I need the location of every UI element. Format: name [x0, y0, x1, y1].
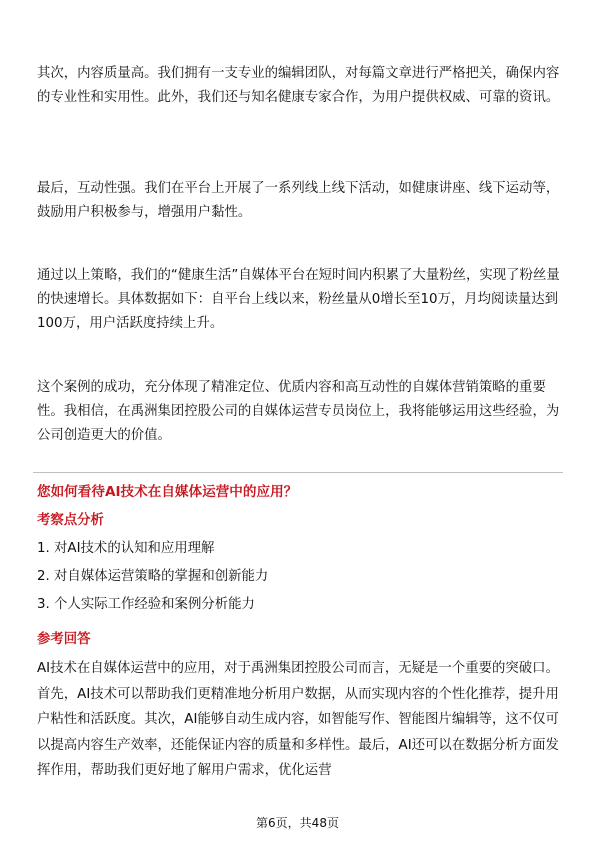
list-item: 3. 个人实际工作经验和案例分析能力: [37, 597, 255, 612]
paragraph-interactivity: 最后，互动性强。我们在平台上开展了一系列线上线下活动，如健康讲座、线下运动等，鼓励用户积极参与，增强用户黏性。: [37, 181, 560, 220]
analysis-list: [37, 537, 268, 621]
list-item: 2. 对自媒体运营策略的掌握和创新能力: [37, 569, 269, 584]
list-item: 1. 对AI技术的认知和应用理解: [37, 541, 215, 556]
page-number: 第6页，共48页: [256, 816, 339, 830]
interview-question: 您如何看待AI技术在自媒体运营中的应用？: [37, 484, 298, 500]
section-divider: [33, 472, 563, 473]
analysis-heading: 考察点分析: [37, 513, 104, 528]
paragraph-content-quality: 其次，内容质量高。我们拥有一支专业的编辑团队，对每篇文章进行严格把关，确保内容的专业性和实用性。此外，我们还与知名健康专家合作，为用户提供权威、可靠的资讯。: [37, 66, 560, 105]
answer-heading: 参考回答: [37, 632, 91, 647]
answer-text: AI技术在自媒体运营中的应用，对于禹洲集团控股公司而言，无疑是一个重要的突破口。首先，AI技术可以帮助我们更精准地分析用户数据，从而实现内容的个性化推荐，提升用户粘性和活跃度。其次，AI能够自动生成内容，如智能写作、智能图片编辑等，这不仅可以提高内容生产效率，还能保证内容的质量和多样性。最后，AI还可以在数据分析方面发挥作用，帮助我们更好地了解用户需求，优化运营: [37, 661, 559, 778]
paragraph-growth-data: 通过以上策略，我们的“健康生活”自媒体平台在短时间内积累了大量粉丝，实现了粉丝量的快速增长。具体数据如下：自平台上线以来，粉丝量从0增长至10万，月均阅读量达到100万，用户活跃度持续上升。: [37, 268, 560, 331]
paragraph-conclusion: 这个案例的成功，充分体现了精准定位、优质内容和高互动性的自媒体营销策略的重要性。我相信，在禹洲集团控股公司的自媒体运营专员岗位上，我将能够运用这些经验，为公司创造更大的价值。: [37, 380, 560, 443]
